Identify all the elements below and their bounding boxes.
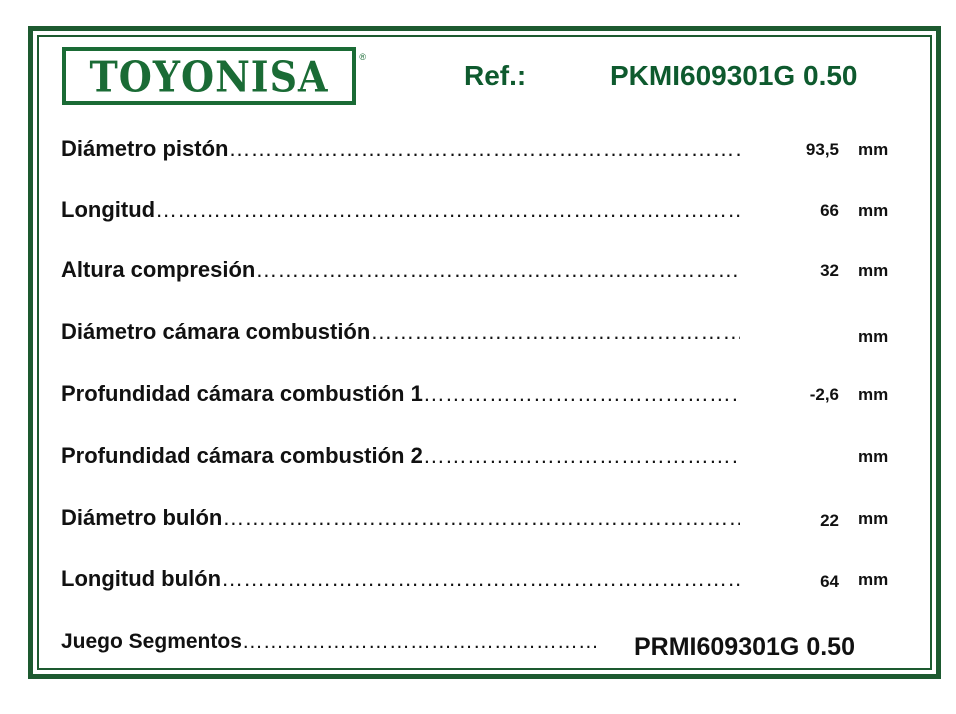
- spec-unit: mm: [858, 570, 889, 589]
- registered-mark: ®: [359, 52, 366, 62]
- segments-value: PRMI609301G 0.50: [634, 633, 855, 661]
- spec-value: 93,5: [805, 140, 839, 159]
- spec-value: 22: [820, 511, 839, 530]
- spec-label: Diámetro cámara combustión ………………………………………………………………………………………………………………: [61, 319, 740, 345]
- spec-unit: mm: [858, 201, 889, 220]
- spec-value: 32: [820, 261, 839, 280]
- spec-unit: mm: [858, 140, 889, 159]
- spec-label: Longitud ………………………………………………………………………………………………………………: [61, 197, 740, 223]
- spec-label: Diámetro pistón ………………………………………………………………………………………………………………: [61, 136, 740, 162]
- spec-value: 66: [820, 201, 839, 220]
- spec-label: Profundidad cámara combustión 1 ………………………………………………………………………………………………………………: [61, 381, 740, 407]
- toyonisa-logo: [62, 47, 366, 105]
- spec-row: [61, 257, 901, 287]
- spec-unit: mm: [858, 509, 889, 528]
- spec-label: Altura compresión ………………………………………………………………………………………………………………: [61, 257, 740, 283]
- spec-label: Longitud bulón ………………………………………………………………………………………………………………: [61, 566, 740, 592]
- ref-label: Ref.:: [464, 60, 527, 91]
- spec-unit: mm: [858, 327, 889, 346]
- spec-label: Profundidad cámara combustión 2 ………………………………………………………………………………………………………………: [61, 443, 740, 469]
- ref-value: PKMI609301G 0.50: [610, 60, 858, 91]
- segments-label: Juego Segmentos ………………………………………………………………: [61, 630, 596, 654]
- spec-row: [61, 566, 901, 596]
- spec-row: [61, 197, 901, 227]
- spec-row: [61, 505, 901, 535]
- spec-row: [61, 381, 901, 411]
- spec-value: -2,6: [809, 385, 839, 404]
- spec-row: [61, 443, 901, 473]
- spec-unit: mm: [858, 385, 889, 404]
- spec-unit: mm: [858, 447, 889, 466]
- spec-label: Diámetro bulón ………………………………………………………………………………………………………………: [61, 505, 740, 531]
- spec-row: [61, 319, 901, 349]
- spec-unit: mm: [858, 261, 889, 280]
- spec-value: 64: [820, 572, 839, 591]
- spec-row: [61, 136, 901, 166]
- logo-text: TOYONISA: [89, 51, 329, 101]
